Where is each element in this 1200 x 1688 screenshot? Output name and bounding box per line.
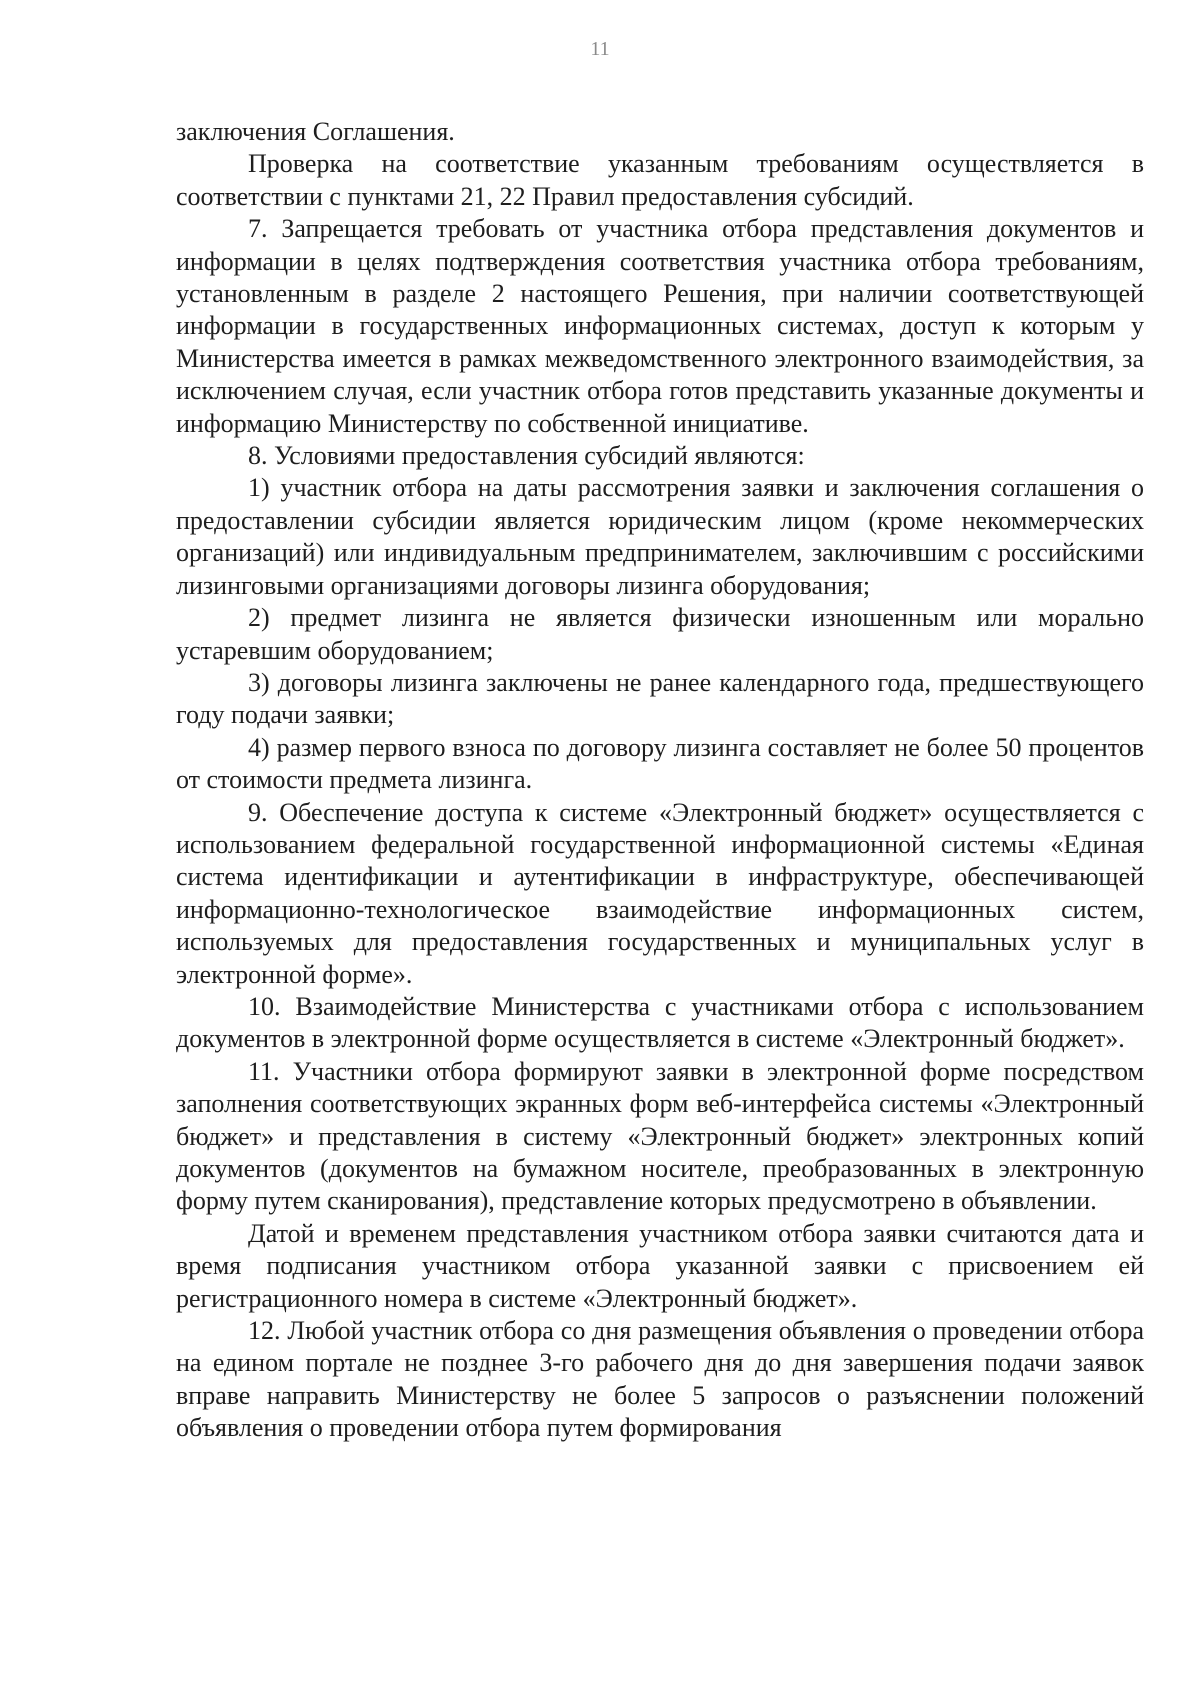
paragraph: 1) участник отбора на даты рассмотрения заявки и заключения соглашения о предоставлении субсидии является юридическим лицом (кроме некоммерческих организаций) или индивидуальным предпринимателем, заключившим с российскими лизинговыми организациями договоры лизинга оборудования;	[176, 473, 1144, 600]
paragraph: 7. Запрещается требовать от участника отбора представления документов и информации в целях подтверждения соответствия участника отбора требованиям, установленным в разделе 2 настоящего Решения, при наличии соответствующей информации в государственных информационных системах, доступ к которым у Министерства имеется в рамках межведомственного электронного взаимодействия, за исключением случая, если участник отбора готов представить указанные документы и информацию Министерству по собственной инициативе.	[176, 214, 1144, 438]
paragraph: Датой и временем представления участником отбора заявки считаются дата и время подписания участником отбора указанной заявки с присвоением ей регистрационного номера в системе «Электронный бюджет».	[176, 1218, 1144, 1313]
paragraph: 3) договоры лизинга заключены не ранее календарного года, предшествующего году подачи заявки;	[176, 667, 1144, 730]
paragraph: 8. Условиями предоставления субсидий являются:	[248, 441, 805, 471]
paragraph: 4) размер первого взноса по договору лизинга составляет не более 50 процентов от стоимости предмета лизинга.	[176, 732, 1144, 795]
paragraph: Проверка на соответствие указанным требованиям осуществляется в соответствии с пунктами 21, 22 Правил предоставления субсидий.	[176, 149, 1144, 211]
paragraph: 2) предмет лизинга не является физически изношенным или морально устаревшим оборудованием;	[176, 603, 1144, 665]
page-number: 11	[590, 38, 610, 60]
document-body	[176, 116, 1144, 1445]
paragraph: заключения Соглашения.	[176, 117, 455, 146]
paragraph: 10. Взаимодействие Министерства с участниками отбора с использованием документов в электронной форме осуществляется в системе «Электронный бюджет».	[176, 991, 1144, 1054]
paragraph: 11. Участники отбора формируют заявки в электронной форме посредством заполнения соответствующих экранных форм веб-интерфейса системы «Электронный бюджет» и представления в систему «Электронный бюджет» электронных копий документов (документов на бумажном носителе, преобразованных в электронную форму путем сканирования), представление которых предусмотрено в объявлении.	[176, 1056, 1144, 1216]
paragraph: 9. Обеспечение доступа к системе «Электронный бюджет» осуществляется с использованием федеральной государственной информационной системы «Единая система идентификации и аутентификации в инфраструктуре, обеспечивающей информационно-технологическое взаимодействие информационных систем, используемых для предоставления государственных и муниципальных услуг в электронной форме».	[176, 797, 1144, 989]
paragraph: 12. Любой участник отбора со дня размещения объявления о проведении отбора на едином портале не позднее 3-го рабочего дня до дня завершения подачи заявок вправе направить Министерству не более 5 запросов о разъяснении положений объявления о проведении отбора путем формирования	[176, 1316, 1144, 1443]
